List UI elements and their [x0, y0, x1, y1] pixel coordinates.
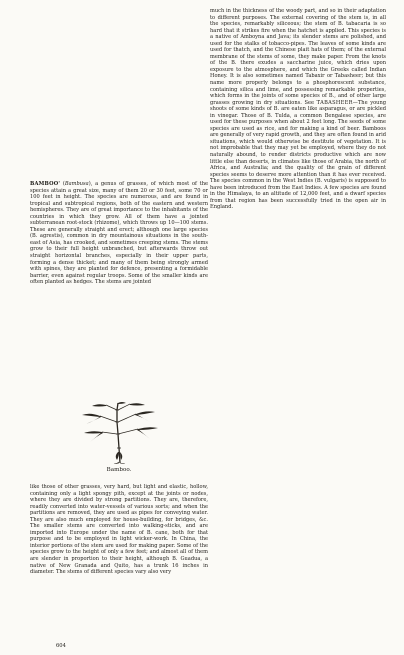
article-text-left-top: a genus of grasses, of which most of the species attain a great size, many of them 20 or 30 feet, some 70 or 100 feet in height. The species are numerous, and are found in tropical and subtropical regions, both of the eastern and western hemispheres. They are of great importance to the inhabitants of the countries in which they grow. All of them have a jointed subterranean root-stock (rhizome), which throws up 10—100 stems. These are generally straight and erect; although one large species (B. agrestis), common in dry mountainous situations in the south-east of Asia, has crooked, and sometimes creeping stems. The stems grow to their full height unbranched, but afterwards throw out straight horizontal branches, especially in their upper parts, forming a dense thicket; and many of them being strongly armed with spines, they are planted for defence, presenting a formidable barrier, even against regular troops. Some of the smaller kinds are often planted as hedges. The stems are jointed [30, 181, 208, 286]
bamboo-illustration [70, 402, 168, 464]
article-column-right [210, 8, 386, 211]
page-number: 604 [56, 643, 66, 649]
article-text-right-a: much in the thickness of the woody part, and so in their adaptation to different purposes. The external covering of the stem is, in all the species, remarkably siliceous; the stem of B. tabacaria is so hard that it strikes fire when the hatchet is applied. This species is a native of Amboyna and Java; its slender stems are polished, and used for the stalks of tobacco-pipes. The leaves of some kinds are used for thatch, and the Chinese plait hats of them; of the external membrane of the stems of some, they make paper. From the knots of the B. there exudes a saccharine juice, which dries upon exposure to the atmosphere, and which the Greeks called Indian Honey. It is also sometimes named Tabaxir or Tabasheer; but this name more properly belongs to a phosphorescent substance, containing silica and lime, and possessing remarkable properties, which forms in the joints of some species of B., and of other large grasses growing in dry situations. See [210, 8, 386, 106]
article-text-left-bottom: like those of other grasses, very hard, but light and elastic, hollow, containing only a light spongy pith, except at the joints or nodes, where they are divided by strong partitions. They are, therefore, readily converted into water-vessels of various sorts; and when the partitions are removed, they are used as pipes for conveying water. They are also much employed for house-building, for bridges, &c. The smaller stems are converted into walking-sticks, and are imported into Europe under the name of B. cane, both for that purpose and to be employed in light wicker-work. In China, the interior portions of the stem are used for making paper. Some of the species grow to the height of only a few feet; and almost all of them are slender in proportion to their height, although B. Guadua, a native of New Granada and Quito, has a trunk 16 inches in diameter. The stems of different species vary also very [30, 484, 208, 576]
figure-caption: Bamboo. [106, 467, 132, 473]
article-paragraph-right [210, 8, 386, 211]
article-column-left-bottom [30, 484, 208, 576]
article-column-left-top [30, 181, 208, 286]
headword: BAMBOO' [30, 181, 61, 187]
article-text-right-b: —The young shoots of some kinds of B. are eaten like asparagus, or are pickled in vinegar. Those of B. Tulda, a common Bengalese species, are used for these purposes when about 2 feet long. The seeds of some species are used as rice, and for making a kind of beer. Bamboos are generally of very rapid growth, and they are often found in arid situations, which would otherwise be destitute of vegetation. It is not improbable that they may yet be employed, where they do not naturally abound, to render districts productive which are now little else than deserts, in climates like those of Arabia, the north of Africa, and Australia; and the quality of the grain of different species seems to deserve more attention than it has ever received. The species common in the West Indies (B. vulgaris) is supposed to have been introduced from the East Indies. A few species are found in the Himalaya, to an altitude of 12,000 feet, and a dwarf species from that region has been successfully tried in the open air in England. [210, 99, 387, 211]
genus-name: Bambusa [64, 181, 89, 187]
cross-reference-link[interactable]: TABASHEER [316, 99, 353, 106]
article-paragraph-intro: BAMBOO' (Bambusa), a genus of grasses, of which most of the species attain a great size, many of them 20 or 30 feet, some 70 or 100 feet in height. The species are numerous, and are found in tropical and subtropical regions, both of the eastern and western hemispheres. They are of great importance to the inhabitants of the countries in which they grow. All of them have a jointed subterranean root-stock (rhizome), which throws up 10—100 stems. These are generally straight and erect; although one large species (B. agrestis), common in dry mountainous situations in the south-east of Asia, has crooked, and sometimes creeping stems. The stems grow to their full height unbranched, but afterwards throw out straight horizontal branches, especially in their upper parts, forming a dense thicket; and many of them being strongly armed with spines, they are planted for defence, presenting a formidable barrier, even against regular troops. Some of the smaller kinds are often planted as hedges. The stems are jointed [30, 181, 208, 286]
